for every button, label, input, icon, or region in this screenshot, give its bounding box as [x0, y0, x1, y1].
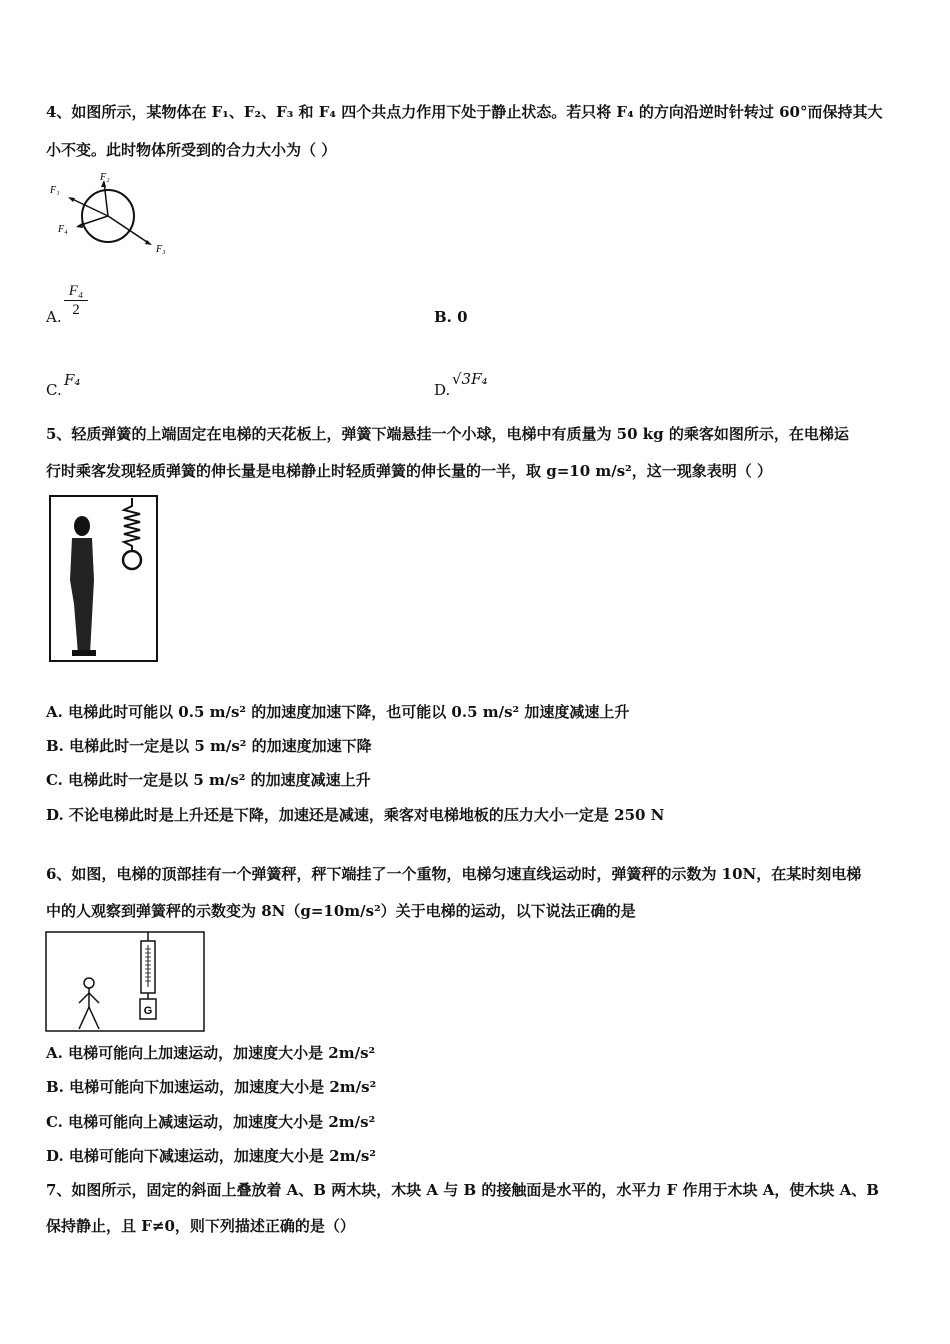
q5-option-b[interactable]: B. 电梯此时一定是以 5 m/s² 的加速度加速下降: [46, 737, 372, 755]
q4-stem-line1: 4、如图所示，某物体在 F₁、F₂、F₃ 和 F₄ 四个共点力作用下处于静止状态。若只将 F₄ 的方向沿逆时针转过 60°而保持其大: [46, 103, 883, 121]
q6-option-d[interactable]: D. 电梯可能向下减速运动，加速度大小是 2m/s²: [46, 1147, 376, 1165]
q5-elevator-figure: [48, 494, 160, 664]
q7-stem-line1: 7、如图所示，固定的斜面上叠放着 A、B 两木块，木块 A 与 B 的接触面是水平的，水平力 F 作用于木块 A，使木块 A、B: [46, 1181, 879, 1199]
q6-stem-line1: 6、如图，电梯的顶部挂有一个弹簧秤，秤下端挂了一个重物，电梯匀速直线运动时，弹簧秤的示数为 10N，在某时刻电梯: [46, 865, 862, 883]
fraction-numerator: F₄: [68, 283, 84, 299]
q6-option-a[interactable]: A. 电梯可能向上加速运动，加速度大小是 2m/s²: [46, 1044, 376, 1062]
label-f4: F₄: [58, 224, 68, 235]
person-head: [74, 516, 90, 536]
q6-option-c[interactable]: C. 电梯可能向上减速运动，加速度大小是 2m/s²: [46, 1113, 376, 1131]
q6-option-b[interactable]: B. 电梯可能向下加速运动，加速度大小是 2m/s²: [46, 1078, 377, 1096]
label-f2: F₂: [100, 172, 110, 183]
q6-elevator-figure: [45, 931, 207, 1033]
q4-option-c-letter[interactable]: C.: [46, 381, 62, 399]
q5-stem-line1: 5、轻质弹簧的上端固定在电梯的天花板上，弹簧下端悬挂一个小球，电梯中有质量为 50 kg 的乘客如图所示，在电梯运: [46, 425, 849, 443]
weight-label: G: [143, 1005, 153, 1017]
q5-option-d[interactable]: D. 不论电梯此时是上升还是下降，加速还是减速，乘客对电梯地板的压力大小一定是 250 N: [46, 806, 665, 824]
label-f1: F₁: [50, 185, 60, 196]
q4-force-diagram: [46, 168, 186, 260]
q4-option-b[interactable]: B. 0: [434, 308, 468, 326]
person-head-icon: [84, 978, 94, 988]
q4-option-a-fraction: [64, 282, 88, 319]
q5-option-c[interactable]: C. 电梯此时一定是以 5 m/s² 的加速度减速上升: [46, 771, 371, 789]
fraction-denominator: 2: [64, 300, 88, 319]
elevator-box: [50, 496, 157, 661]
q7-stem-line2: 保持静止，且 F≠0，则下列描述正确的是（）: [46, 1217, 355, 1235]
force-f2-arrow: [104, 182, 108, 216]
force-f3-arrow: [108, 216, 150, 244]
q4-stem-line2: 小不变。此时物体所受到的合力大小为（ ）: [46, 141, 337, 159]
spring-icon: [124, 498, 140, 550]
label-f3: F₃: [156, 244, 166, 255]
elevator-box: [46, 932, 204, 1031]
q4-option-d-letter[interactable]: D.: [434, 381, 451, 399]
person-body: [70, 538, 94, 654]
ball-icon: [123, 551, 141, 569]
q5-option-a[interactable]: A. 电梯此时可能以 0.5 m/s² 的加速度加速下降，也可能以 0.5 m/s² 加速度减速上升: [46, 703, 630, 721]
q5-stem-line2: 行时乘客发现轻质弹簧的伸长量是电梯静止时轻质弹簧的伸长量的一半，取 g=10 m/s²，这一现象表明（ ）: [46, 462, 772, 480]
q4-option-c-value: F₄: [64, 371, 81, 389]
q4-option-d-value: √3F₄: [452, 370, 488, 388]
q4-option-a-letter[interactable]: A.: [46, 308, 62, 326]
q6-stem-line2: 中的人观察到弹簧秤的示数变为 8N（g=10m/s²）关于电梯的运动，以下说法正确的是: [46, 902, 636, 920]
force-f1-arrow: [70, 198, 108, 216]
